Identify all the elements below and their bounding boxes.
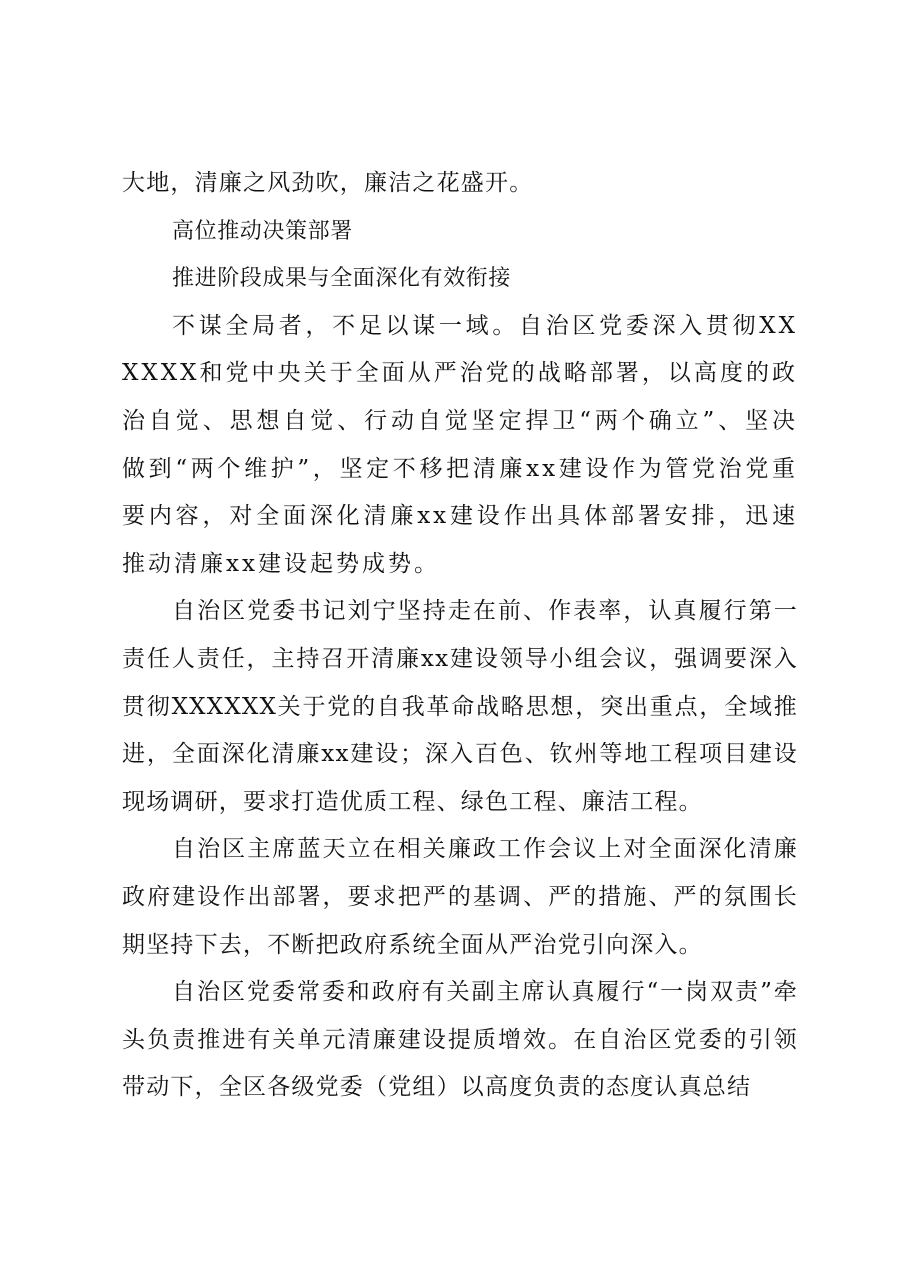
subsection-heading: 推进阶段成果与全面深化有效衔接 — [172, 266, 512, 292]
document-body — [122, 160, 798, 1112]
section-heading: 高位推动决策部署 — [172, 218, 353, 244]
paragraph-standing-committee: 自治区党委常委和政府有关副主席认真履行“一岗双责”牵头负责推进有关单元清廉建设提质增效。在自治区党委的引领带动下，全区各级党委（党组）以高度负责的态度认真总结 — [122, 979, 798, 1101]
paragraph-chairman: 自治区主席蓝天立在相关廉政工作会议上对全面深化清廉政府建设作出部署，要求把严的基调、严的措施、严的氛围长期坚持下去，不断把政府系统全面从严治党引向深入。 — [122, 836, 798, 958]
continued-paragraph-line: 大地，清廉之风劲吹，廉洁之花盛开。 — [122, 170, 534, 196]
paragraph-strategy: 不谋全局者，不足以谋一域。自治区党委深入贯彻XXXXXX和党中央关于全面从严治党的战略部署，以高度的政治自觉、思想自觉、行动自觉坚定捍卫“两个确立”、坚决做到“两个维护”，坚定不移把清廉xx建设作为管党治党重要内容，对全面深化清廉xx建设作出具体部署安排，迅速推动清廉xx建设起势成势。 — [122, 312, 798, 577]
paragraph-party-secretary: 自治区党委书记刘宁坚持走在前、作表率，认真履行第一责任人责任，主持召开清廉xx建设领导小组会议，强调要深入贯彻XXXXXX关于党的自我革命战略思想，突出重点，全域推进，全面深化清廉xx建设；深入百色、钦州等地工程项目建设现场调研，要求打造优质工程、绿色工程、廉洁工程。 — [122, 598, 798, 815]
